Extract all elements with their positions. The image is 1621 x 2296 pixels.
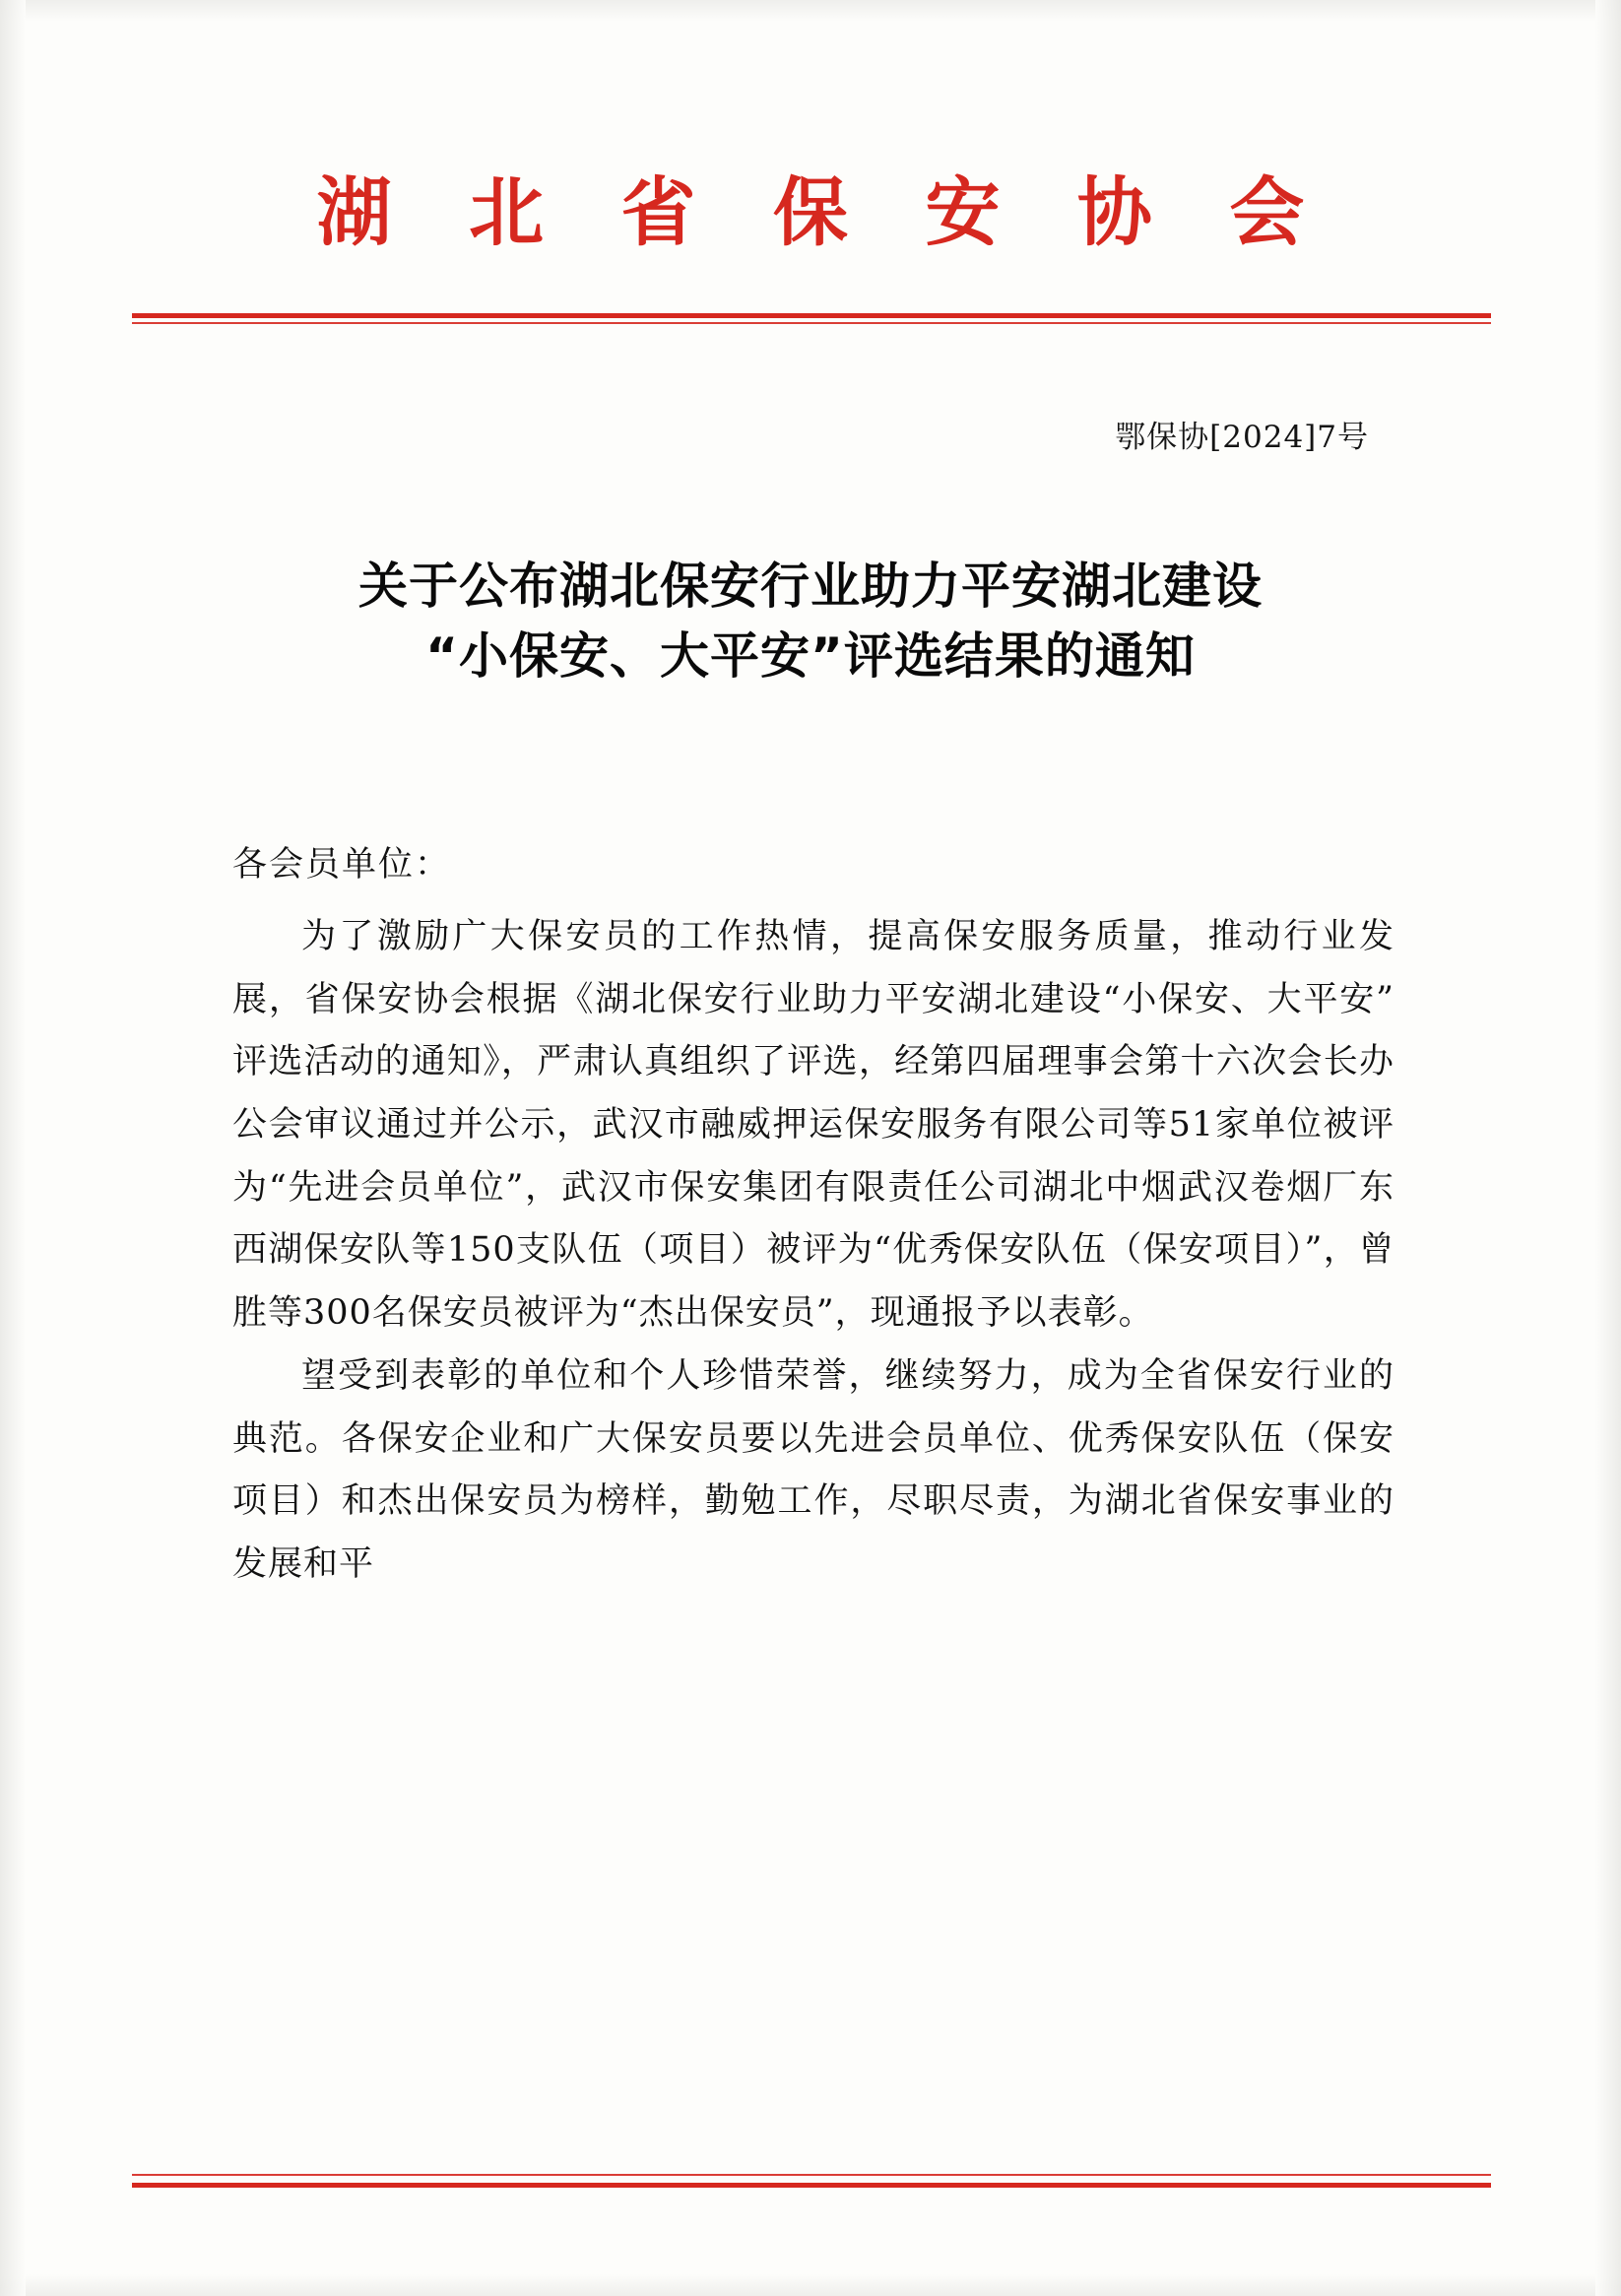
footer-rule-thin bbox=[132, 2174, 1491, 2176]
document-number: 鄂保协[2024]7号 bbox=[1115, 420, 1369, 455]
page-title-line-2: “小保安、大平安”评选结果的通知 bbox=[425, 627, 1196, 685]
body-text bbox=[232, 906, 1394, 1597]
salutation: 各会员单位： bbox=[232, 845, 452, 885]
letterhead-rule-thin bbox=[132, 322, 1491, 324]
page-title-line-1: 关于公布湖北保安行业助力平安湖北建设 bbox=[358, 558, 1263, 615]
footer-rule-thick bbox=[132, 2183, 1491, 2188]
letterhead-rule-thick bbox=[132, 313, 1491, 318]
body-paragraph-2: 望受到表彰的单位和个人珍惜荣誉，继续努力，成为全省保安行业的典范。各保安企业和广大保安员要以先进会员单位、优秀保安队伍（保安项目）和杰出保安员为榜样，勤勉工作，尽职尽责，为湖北省保安事业的发展和平 bbox=[232, 1355, 1394, 1584]
letterhead bbox=[0, 168, 1621, 256]
page-title bbox=[187, 552, 1434, 691]
body-paragraph-1: 为了激励广大保安员的工作热情，提高保安服务质量，推动行业发展，省保安协会根据《湖北保安行业助力平安湖北建设“小保安、大平安”评选活动的通知》，严肃认真组织了评选，经第四届理事会第十六次会长办公会审议通过并公示，武汉市融威押运保安服务有限公司等51家单位被评为“先进会员单位”，武汉市保安集团有限责任公司湖北中烟武汉卷烟厂东西湖保安队等150支队伍（项目）被评为“优秀保安队伍（保安项目）”，曾胜等300名保安员被评为“杰出保安员”，现通报予以表彰。 bbox=[232, 917, 1394, 1334]
organization-name: 湖 北 省 保 安 协 会 bbox=[316, 168, 1330, 256]
